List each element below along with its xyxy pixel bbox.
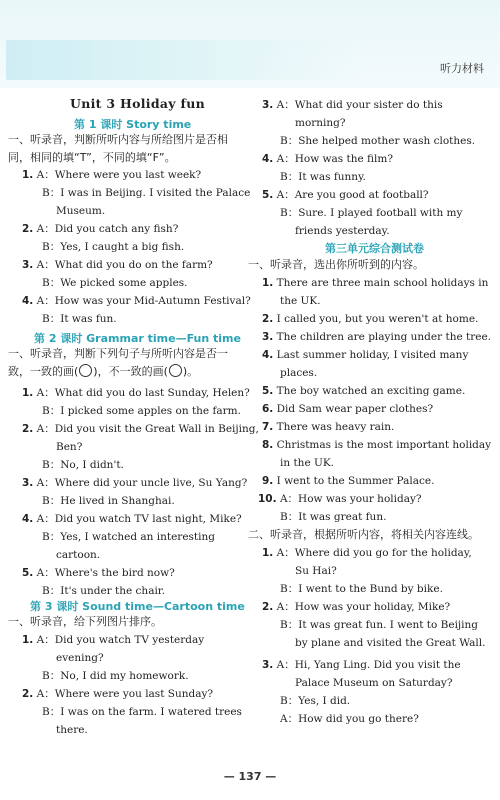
item-1a: 1. A：Where were you last week? — [22, 169, 202, 181]
item2-2b: B：No, I didn't. — [42, 459, 124, 471]
item3-2a: 2. A：Where were you last Sunday? — [22, 688, 214, 700]
item3-2b: B：I was on the farm. I watered trees — [42, 706, 242, 718]
item-3a: 3. A：What did you do on the farm? — [22, 259, 213, 271]
unit-title: Unit 3 Holiday fun — [70, 96, 205, 111]
item3-2b-cont: there. — [56, 724, 88, 736]
test-item-8-cont: in the UK. — [280, 457, 335, 469]
section-4-line1: 一、听录音，选出你所听到的内容。 — [248, 258, 424, 271]
test-item-4: 4. Last summer holiday, I visited many — [262, 349, 469, 361]
test-item-9: 9. I went to the Summer Palace. — [262, 475, 435, 487]
item-4b: B：It was fun. — [42, 313, 117, 325]
match-item-1b: B：I went to the Bund by bike. — [280, 583, 443, 595]
test-item-1: 1. There are three main school holidays in — [262, 277, 489, 289]
item2-4a: 4. A：Did you watch TV last night, Mike? — [22, 513, 242, 525]
match-item-3a-cont: Palace Museum on Saturday? — [295, 677, 453, 689]
match-item-2b: B：It was great fun. I went to Beijing — [280, 619, 479, 631]
item2-1a: 1. A：What did you do last Sunday, Helen? — [22, 387, 250, 399]
item2-4b-cont: cartoon. — [56, 549, 101, 561]
item-2b: B：Yes, I caught a big fish. — [42, 241, 185, 253]
section-1-line2: 同，相同的填“T”，不同的填“F”。 — [8, 151, 176, 164]
test-item-1-cont: the UK. — [280, 295, 321, 307]
page-number: — 137 — — [223, 770, 277, 783]
item3-3a: 3. A：What did your sister do this — [262, 99, 443, 111]
match-item-1a-cont: Su Hai? — [295, 565, 337, 577]
section-1-line1: 一、听录音，判断所听内容与所给图片是否相 — [8, 133, 228, 146]
item3-3b: B：She helped mother wash clothes. — [280, 135, 476, 147]
item2-3a: 3. A：Where did your uncle live, Su Yang? — [22, 477, 248, 489]
test-item-8: 8. Christmas is the most important holiday — [262, 439, 492, 451]
match-item-3a: 3. A：Hi, Yang Ling. Did you visit the — [262, 659, 461, 671]
test-item-2: 2. I called you, but you weren't at home. — [262, 313, 479, 325]
item3-3a-cont: morning? — [295, 117, 346, 129]
smile-face-icon — [79, 364, 92, 377]
item2-4b: B：Yes, I watched an interesting — [42, 531, 215, 543]
item-1b: B：I was in Beijing. I visited the Palace — [42, 187, 251, 199]
item3-1b: B：No, I did my homework. — [42, 670, 189, 682]
item2-3b: B：He lived in Shanghai. — [42, 495, 175, 507]
item2-5a: 5. A：Where's the bird now? — [22, 567, 175, 579]
section-3-line1: 一、听录音，给下列图片排序。 — [8, 615, 162, 628]
match-item-3b: B：Yes, I did. — [280, 695, 351, 707]
item-3b: B：We picked some apples. — [42, 277, 188, 289]
match-item-2a: 2. A：How was your holiday, Mike? — [262, 601, 451, 613]
test-item-10b: B：It was great fun. — [280, 511, 387, 523]
test-item-7: 7. There was heavy rain. — [262, 421, 395, 433]
section-2-line2: 致，一致的画( )，不一致的画( )。 — [8, 365, 199, 378]
match-item-1a: 1. A：Where did you go for the holiday, — [262, 547, 472, 559]
lesson-1-title: 第 1 课时 Story time — [74, 118, 192, 131]
item3-1a: 1. A：Did you watch TV yesterday — [22, 634, 205, 646]
match-item-2b-cont: by plane and visited the Great Wall. — [295, 637, 486, 649]
item-2a: 2. A：Did you catch any fish? — [22, 223, 179, 235]
item3-4a: 4. A：How was the film? — [262, 153, 393, 165]
sad-face-icon — [169, 364, 182, 377]
test-item-5: 5. The boy watched an exciting game. — [262, 385, 466, 397]
item3-5b: B：Sure. I played football with my — [280, 207, 463, 219]
item3-1a-cont: evening? — [56, 652, 104, 664]
item2-2a: 2. A：Did you visit the Great Wall in Beijing, — [22, 423, 259, 435]
lesson-2-title: 第 2 课时 Grammar time—Fun time — [34, 332, 241, 345]
item2-5b: B：It's under the chair. — [42, 585, 166, 597]
item3-5b-cont: friends yesterday. — [295, 225, 390, 237]
section-2-line1: 一、听录音，判断下列句子与所听内容是否一 — [8, 347, 228, 360]
section-5-line1: 二、听录音，根据所听内容，将相关内容连线。 — [248, 528, 479, 541]
item-1b-cont: Museum. — [56, 205, 106, 217]
test-item-6: 6. Did Sam wear paper clothes? — [262, 403, 434, 415]
test-title: 第三单元综合测试卷 — [325, 242, 424, 255]
header-stripe — [6, 40, 366, 80]
item2-1b: B：I picked some apples on the farm. — [42, 405, 241, 417]
match-item-3c: A：How did you go there? — [280, 713, 419, 725]
header-banner — [0, 0, 500, 88]
lesson-3-title: 第 3 课时 Sound time—Cartoon time — [30, 600, 245, 613]
header-label: 听力材料 — [440, 62, 484, 75]
test-item-10a: 10. A：How was your holiday? — [258, 493, 422, 505]
test-item-3: 3. The children are playing under the tree. — [262, 331, 492, 343]
item-4a: 4. A：How was your Mid-Autumn Festival? — [22, 295, 251, 307]
item3-4b: B：It was funny. — [280, 171, 366, 183]
item2-2a-cont: Ben? — [56, 441, 83, 453]
item3-5a: 5. A：Are you good at football? — [262, 189, 429, 201]
test-item-4-cont: places. — [280, 367, 318, 379]
